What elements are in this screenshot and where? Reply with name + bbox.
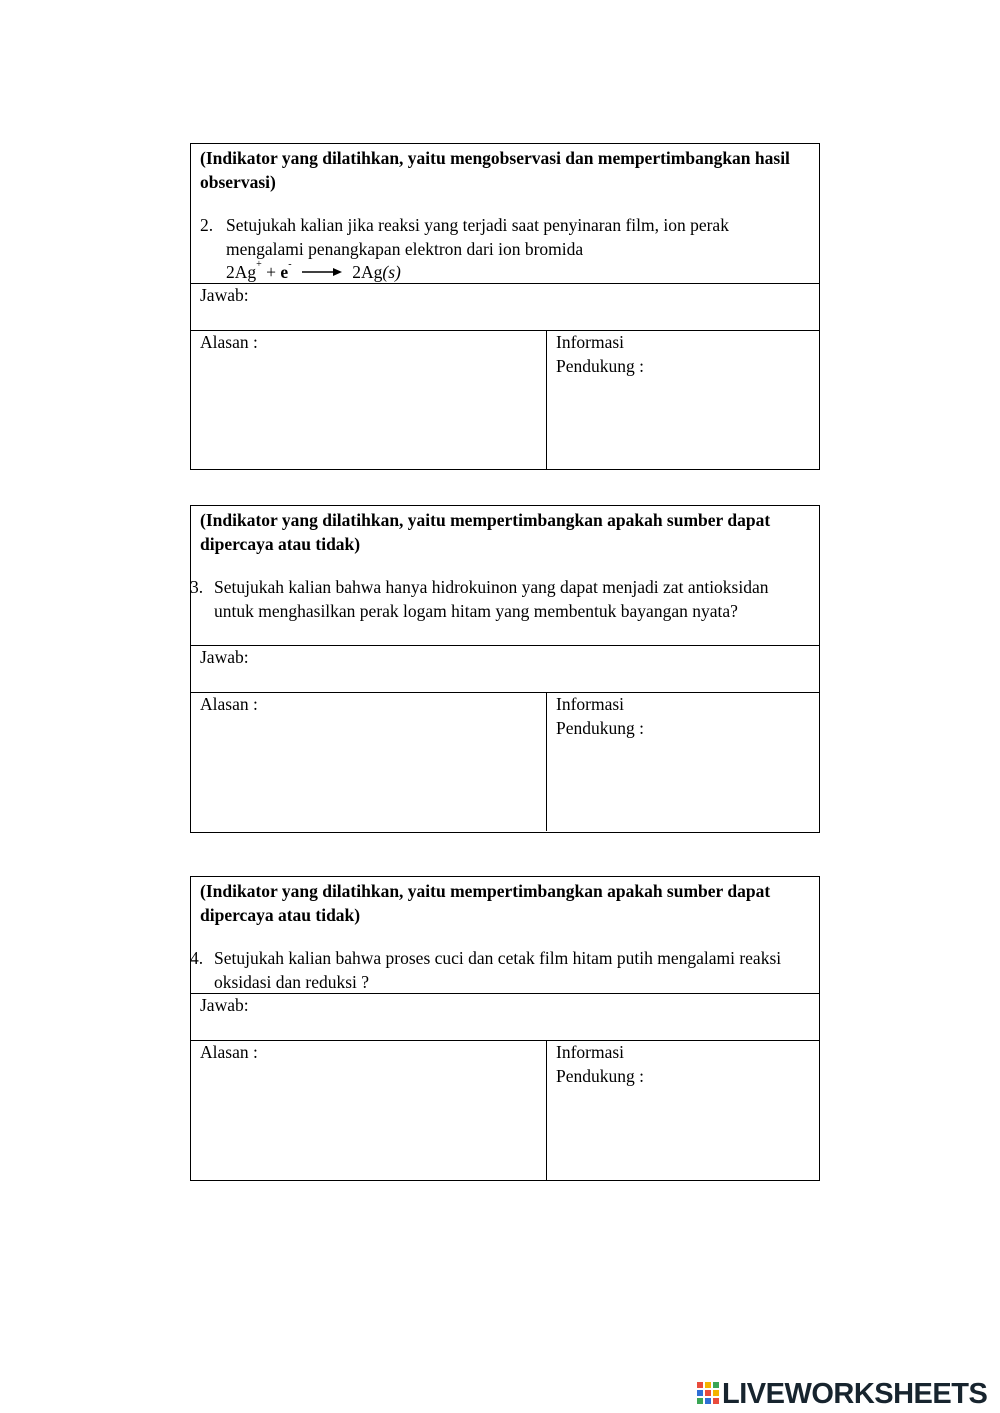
question-box-3 — [190, 505, 820, 833]
reason-cell[interactable] — [191, 331, 547, 469]
question-box-4 — [190, 876, 820, 1181]
question-text: Setujukah kalian bahwa hanya hidrokuinon yang dapat menjadi zat antioksidan untuk menghasilkan perak logam hitam yang membentuk bayangan nyata? — [214, 577, 769, 621]
liveworksheets-brand-text: LIVEWORKSHEETS — [722, 1378, 988, 1410]
equation-charge-minus: - — [288, 259, 292, 270]
reason-cell[interactable] — [191, 693, 547, 831]
question-text: Setujukah kalian jika reaksi yang terjadi saat penyinaran film, ion perak mengalami penangkapan elektron dari ion bromida — [226, 215, 729, 259]
liveworksheets-logo[interactable] — [697, 1378, 987, 1410]
reason-label: Alasan : — [200, 332, 258, 352]
equation-electron: e — [280, 262, 289, 282]
answer-cell[interactable] — [191, 646, 819, 693]
reason-label: Alasan : — [200, 1042, 258, 1062]
answer-label: Jawab: — [200, 647, 249, 667]
equation-state-solid: (s) — [382, 262, 401, 282]
reason-info-row — [191, 331, 819, 469]
question-number: 3. — [190, 577, 204, 597]
answer-cell[interactable] — [191, 284, 819, 331]
reason-label: Alasan : — [200, 694, 258, 714]
answer-label: Jawab: — [200, 995, 249, 1015]
reaction-arrow-icon — [302, 267, 342, 277]
answer-label: Jawab: — [200, 285, 249, 305]
supporting-info-label: Informasi Pendukung : — [556, 1042, 644, 1086]
indicator-heading: (Indikator yang dilatihkan, yaitu mempertimbangkan apakah sumber dapat dipercaya atau tidak) — [200, 510, 771, 554]
equation-product-silver: 2Ag — [352, 262, 383, 282]
question-cell — [191, 506, 819, 646]
indicator-heading: (Indikator yang dilatihkan, yaitu mengobservasi dan mempertimbangkan hasil observasi) — [200, 148, 790, 192]
equation-reactant-silver-ion: 2Ag — [226, 262, 257, 282]
equation-charge-plus: + — [256, 259, 262, 270]
reaction-equation — [226, 261, 401, 285]
equation-plus-sign: + — [266, 262, 277, 282]
liveworksheets-logo-icon — [697, 1380, 719, 1408]
question-cell — [191, 877, 819, 994]
supporting-info-cell[interactable] — [547, 1041, 819, 1180]
indicator-heading: (Indikator yang dilatihkan, yaitu mempertimbangkan apakah sumber dapat dipercaya atau tidak) — [200, 881, 771, 925]
supporting-info-cell[interactable] — [547, 693, 819, 831]
supporting-info-cell[interactable] — [547, 331, 819, 469]
reason-cell[interactable] — [191, 1041, 547, 1180]
question-number: 2. — [200, 215, 214, 235]
supporting-info-label: Informasi Pendukung : — [556, 332, 644, 376]
reason-info-row — [191, 1041, 819, 1180]
question-text: Setujukah kalian bahwa proses cuci dan cetak film hitam putih mengalami reaksi oksidasi dan reduksi ? — [214, 948, 782, 992]
question-cell — [191, 144, 819, 284]
question-box-2 — [190, 143, 820, 470]
question-number: 4. — [190, 948, 204, 968]
reason-info-row — [191, 693, 819, 831]
answer-cell[interactable] — [191, 994, 819, 1041]
supporting-info-label: Informasi Pendukung : — [556, 694, 644, 738]
